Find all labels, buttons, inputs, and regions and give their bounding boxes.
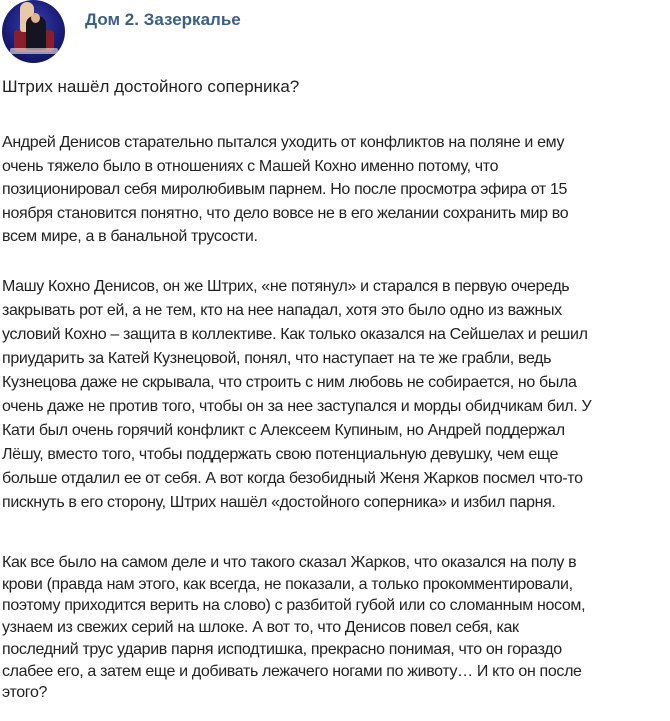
post-paragraph-2 [2,275,591,515]
text-line: закрывать рот ей, а не тем, кто на нее нападал, хотя это было одно из важных [2,302,562,319]
text-line: Лёшу, вместо того, чтобы поддержать свою потенциальную девушку, чем еще [2,446,559,463]
avatar-caption-strip [10,48,58,54]
text-line: Кузнецова даже не скрывала, что строить с ним любовь не собирается, но была [2,374,577,391]
group-avatar[interactable] [2,0,65,63]
text-line: пискнуть в его сторону, Штрих нашёл «достойного соперника» и избил парня. [2,494,556,511]
text-line: Машу Кохно Денисов, он же Штрих, «не потянул» и старался в первую очередь [2,278,570,295]
text-line: условий Кохно – защита в коллективе. Как только оказался на Сейшелах и решил [2,326,588,343]
text-line: этого? [2,684,48,702]
text-line: слабее его, а затем еще и добивать лежачего ногами по животу… И кто он после [2,662,582,680]
text-line: крови (правда нам этого, как всегда, не показали, а только прокомментировали, [2,575,573,593]
text-line: Андрей Денисов старательно пытался уходить от конфликтов на поляне и ему [2,134,565,151]
text-line: ноября становится понятно, что дело вовсе не в его желании сохранить мир во [2,204,569,222]
text-line: больше отдалил ее от себя. А вот когда безобидный Женя Жарков посмел что-то [2,470,583,487]
text-line: позиционировал себя миролюбивым парнем. Но после просмотра эфира от 15 [2,181,568,198]
group-name-link[interactable]: Дом 2. Зазеркалье [85,10,241,29]
post-headline: Штрих нашёл достойного соперника? [2,77,300,96]
text-line: очень даже не против того, чтобы он за нее заступался и морды обидчикам бил. У [2,398,592,415]
post-paragraph-1 [2,131,568,249]
text-line: приударить за Катей Кузнецовой, понял, что наступает на те же грабли, ведь [2,350,552,367]
text-line: последний трус ударив парня исподтишка, прекрасно понимая, что он гораздо [2,640,562,658]
post-paragraph-3 [2,552,585,704]
text-line: узнаем из свежих серий на шлоке. А вот то, что Денисов повел себя, как [2,619,519,637]
text-line: всем мире, а в банальной трусости. [2,228,258,245]
text-line: Как все было на самом деле и что такого сказал Жарков, что оказался на полу в [2,554,577,571]
text-line: Кати был очень горячий конфликт с Алексеем Купиным, но Андрей поддержал [2,422,565,439]
text-line: поэтому приходится верить на слово) с разбитой губой или со сломанным носом, [2,597,586,615]
text-line: очень тяжело было в отношениях с Машей Кохно именно потому, что [2,157,499,175]
avatar-face [31,13,40,23]
